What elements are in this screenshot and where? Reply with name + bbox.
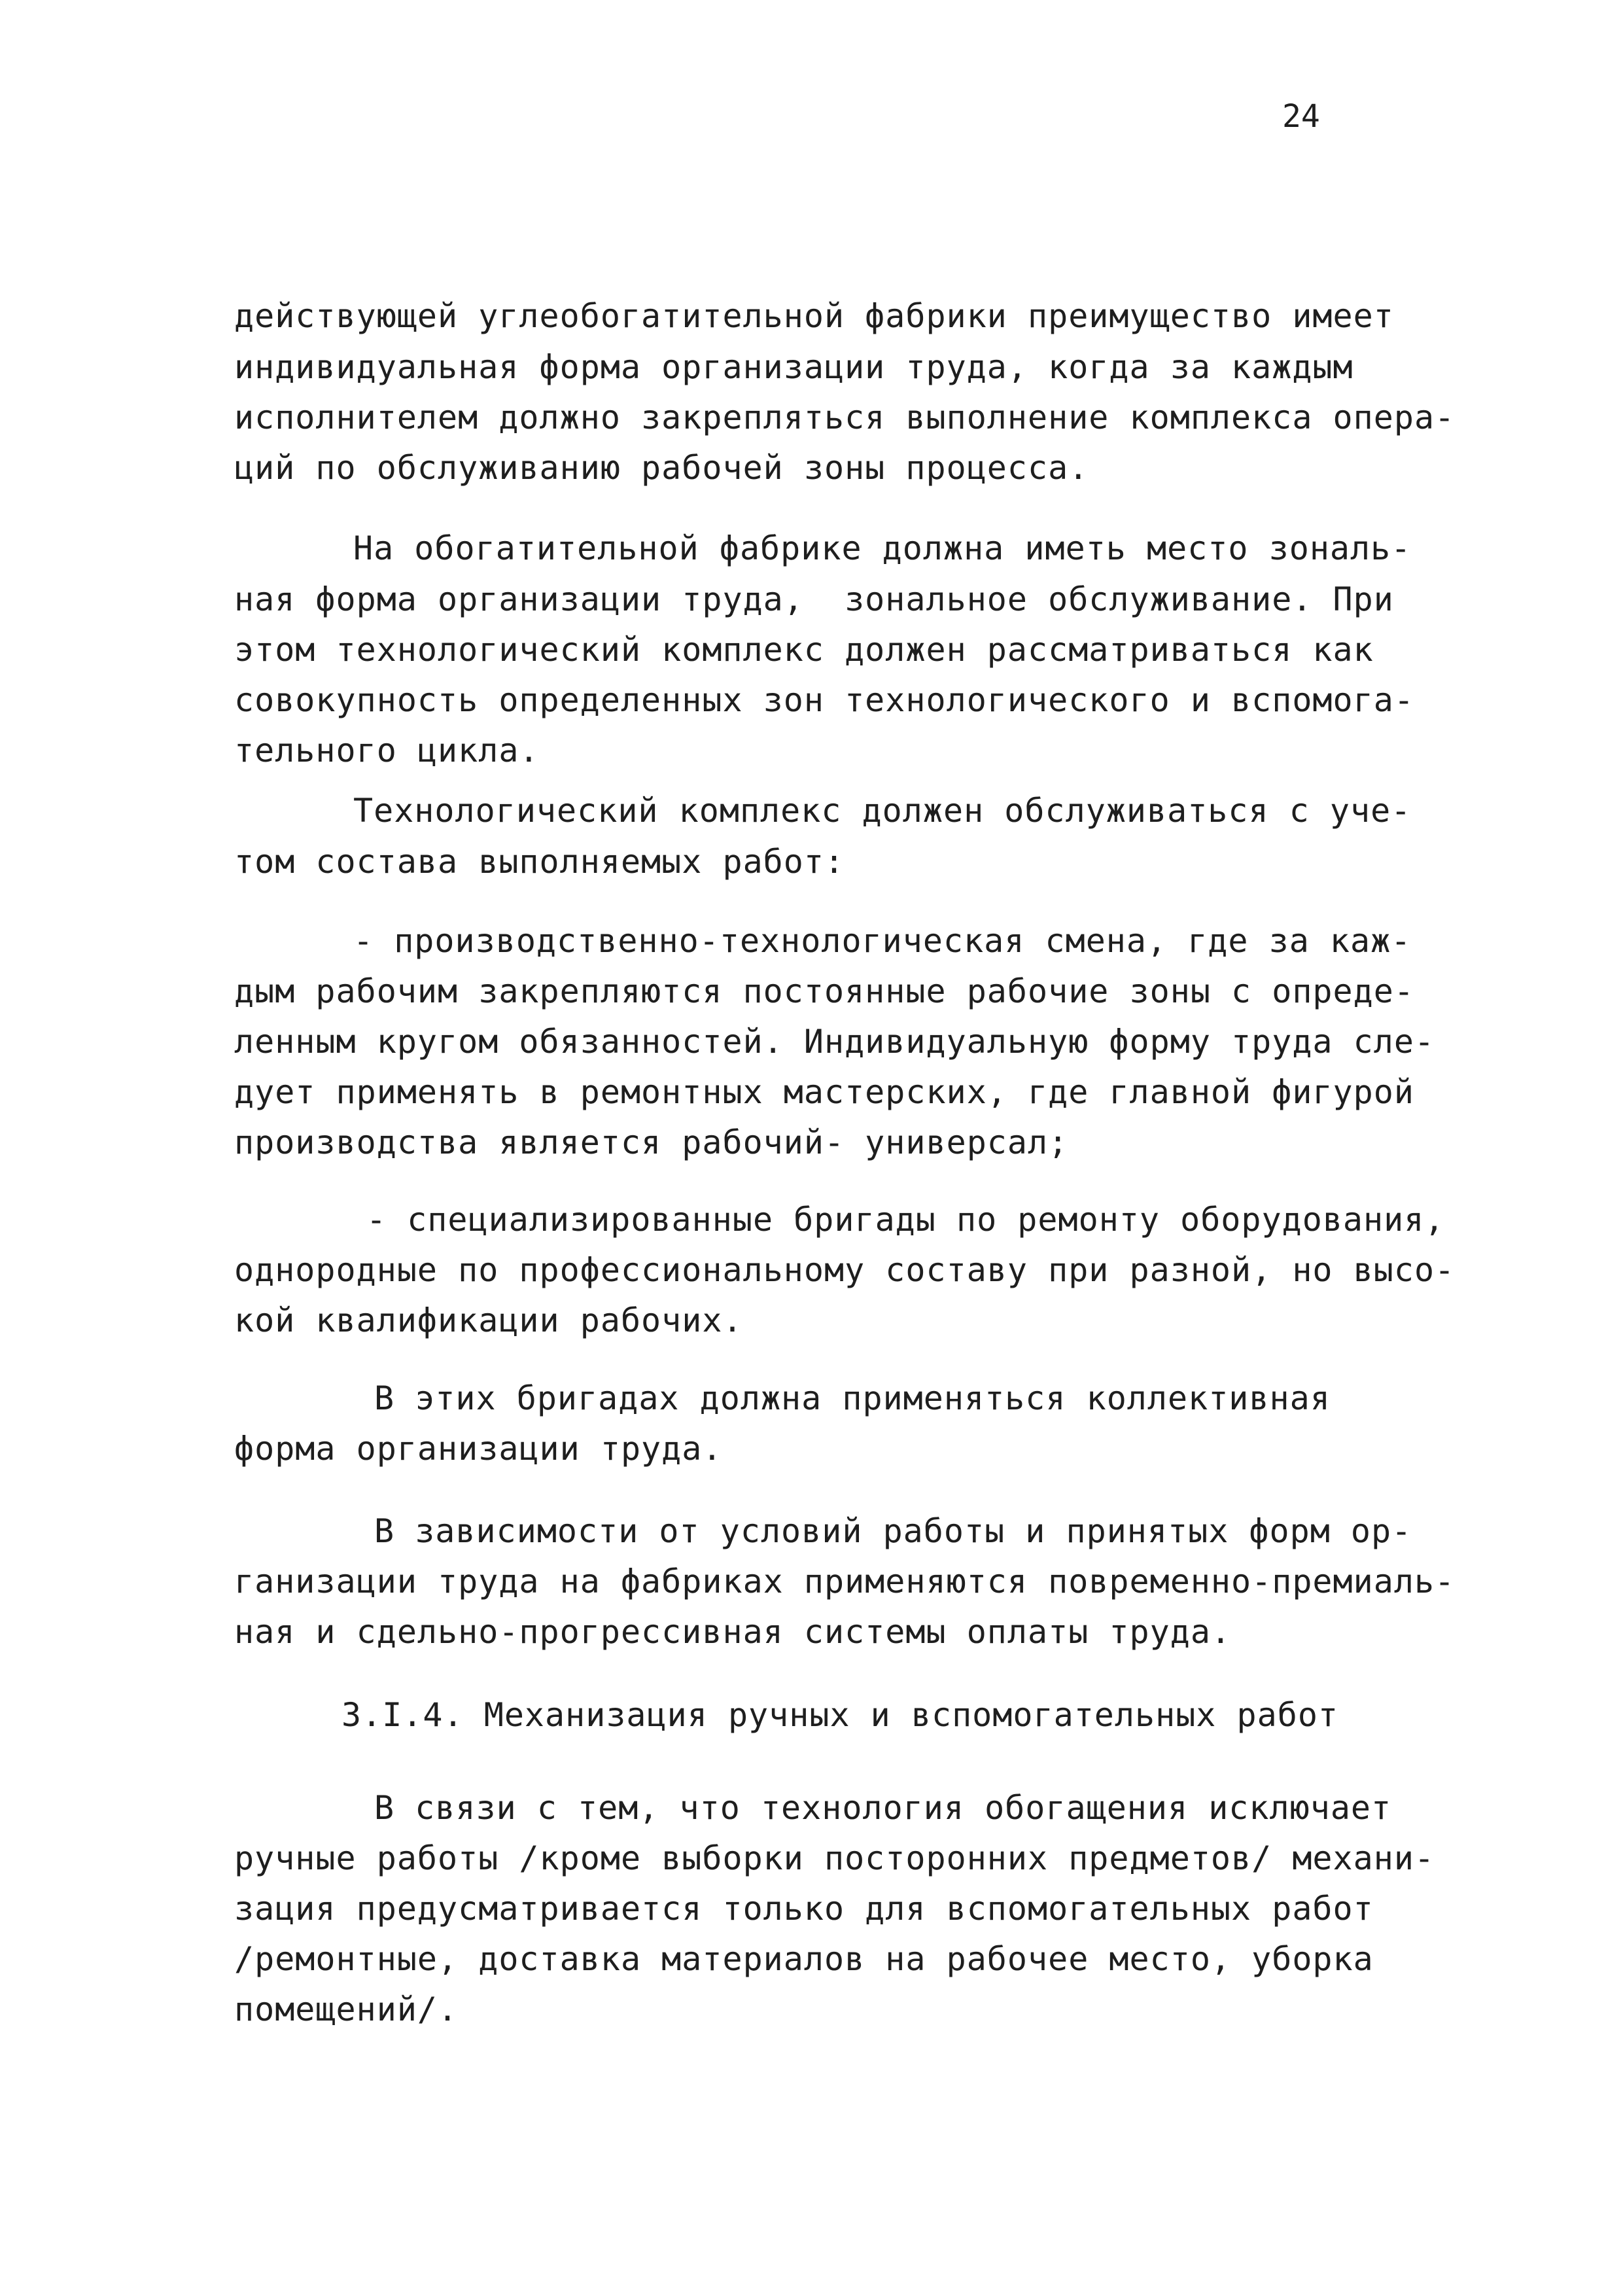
text-line: индивидуальная форма организации труда, когда за каждым — [234, 348, 1353, 386]
text-line: ручные работы /кроме выборки посторонних предметов/ механи- — [234, 1839, 1435, 1877]
text-line: На обогатительной фабрике должна иметь место зональ- — [353, 529, 1412, 567]
text-line: В зависимости от условий работы и принятых форм ор- — [374, 1512, 1412, 1550]
text-line: однородные по профессиональному составу при разной, но высо- — [234, 1251, 1456, 1289]
text-line: В связи с тем, что технология обогащения исключает — [374, 1789, 1392, 1827]
text-line: ная и сдельно-прогрессивная системы оплаты труда. — [234, 1613, 1232, 1651]
text-line: действующей углеобогатительной фабрики преимущество имеет — [234, 297, 1394, 335]
text-line: том состава выполняемых работ: — [234, 843, 845, 881]
text-line: совокупность определенных зон технологического и вспомога- — [234, 681, 1414, 719]
text-line: В этих бригадах должна применяться коллективная — [374, 1379, 1331, 1417]
text-line: ленным кругом обязанностей. Индивидуальную форму труда сле- — [234, 1023, 1435, 1061]
text-line: /ремонтные, доставка материалов на рабочее место, уборка — [234, 1940, 1374, 1978]
text-line: этом технологический комплекс должен рассматриваться как — [234, 631, 1374, 669]
text-line: - специализированные бригады по ремонту оборудования, — [366, 1201, 1445, 1239]
text-line: дым рабочим закрепляются постоянные рабочие зоны с опреде- — [234, 972, 1414, 1010]
text-line: ная форма организации труда, зональное обслуживание. При — [234, 580, 1394, 618]
text-line: Технологический комплекс должен обслуживаться с уче- — [353, 792, 1412, 830]
text-line: тельного цикла. — [234, 732, 540, 769]
text-line: форма организации труда. — [234, 1430, 723, 1468]
text-line: ганизации труда на фабриках применяются повременно-премиаль- — [234, 1563, 1456, 1600]
text-line: ций по обслуживанию рабочей зоны процесса. — [234, 449, 1089, 487]
text-line: исполнителем должно закрепляться выполнение комплекса опера- — [234, 398, 1456, 436]
text-line: производства является рабочий- универсал; — [234, 1123, 1069, 1161]
page-number: 24 — [1282, 98, 1320, 135]
text-line: дует применять в ремонтных мастерских, где главной фигурой — [234, 1073, 1414, 1111]
text-line: зация предусматривается только для вспомогательных работ — [234, 1890, 1374, 1928]
text-line: - производственно-технологическая смена, где за каж- — [353, 922, 1412, 960]
section-heading: 3.I.4. Механизация ручных и вспомогательных работ — [341, 1696, 1339, 1734]
text-line: кой квалификации рабочих. — [234, 1301, 743, 1339]
text-line: помещений/. — [234, 1990, 459, 2028]
